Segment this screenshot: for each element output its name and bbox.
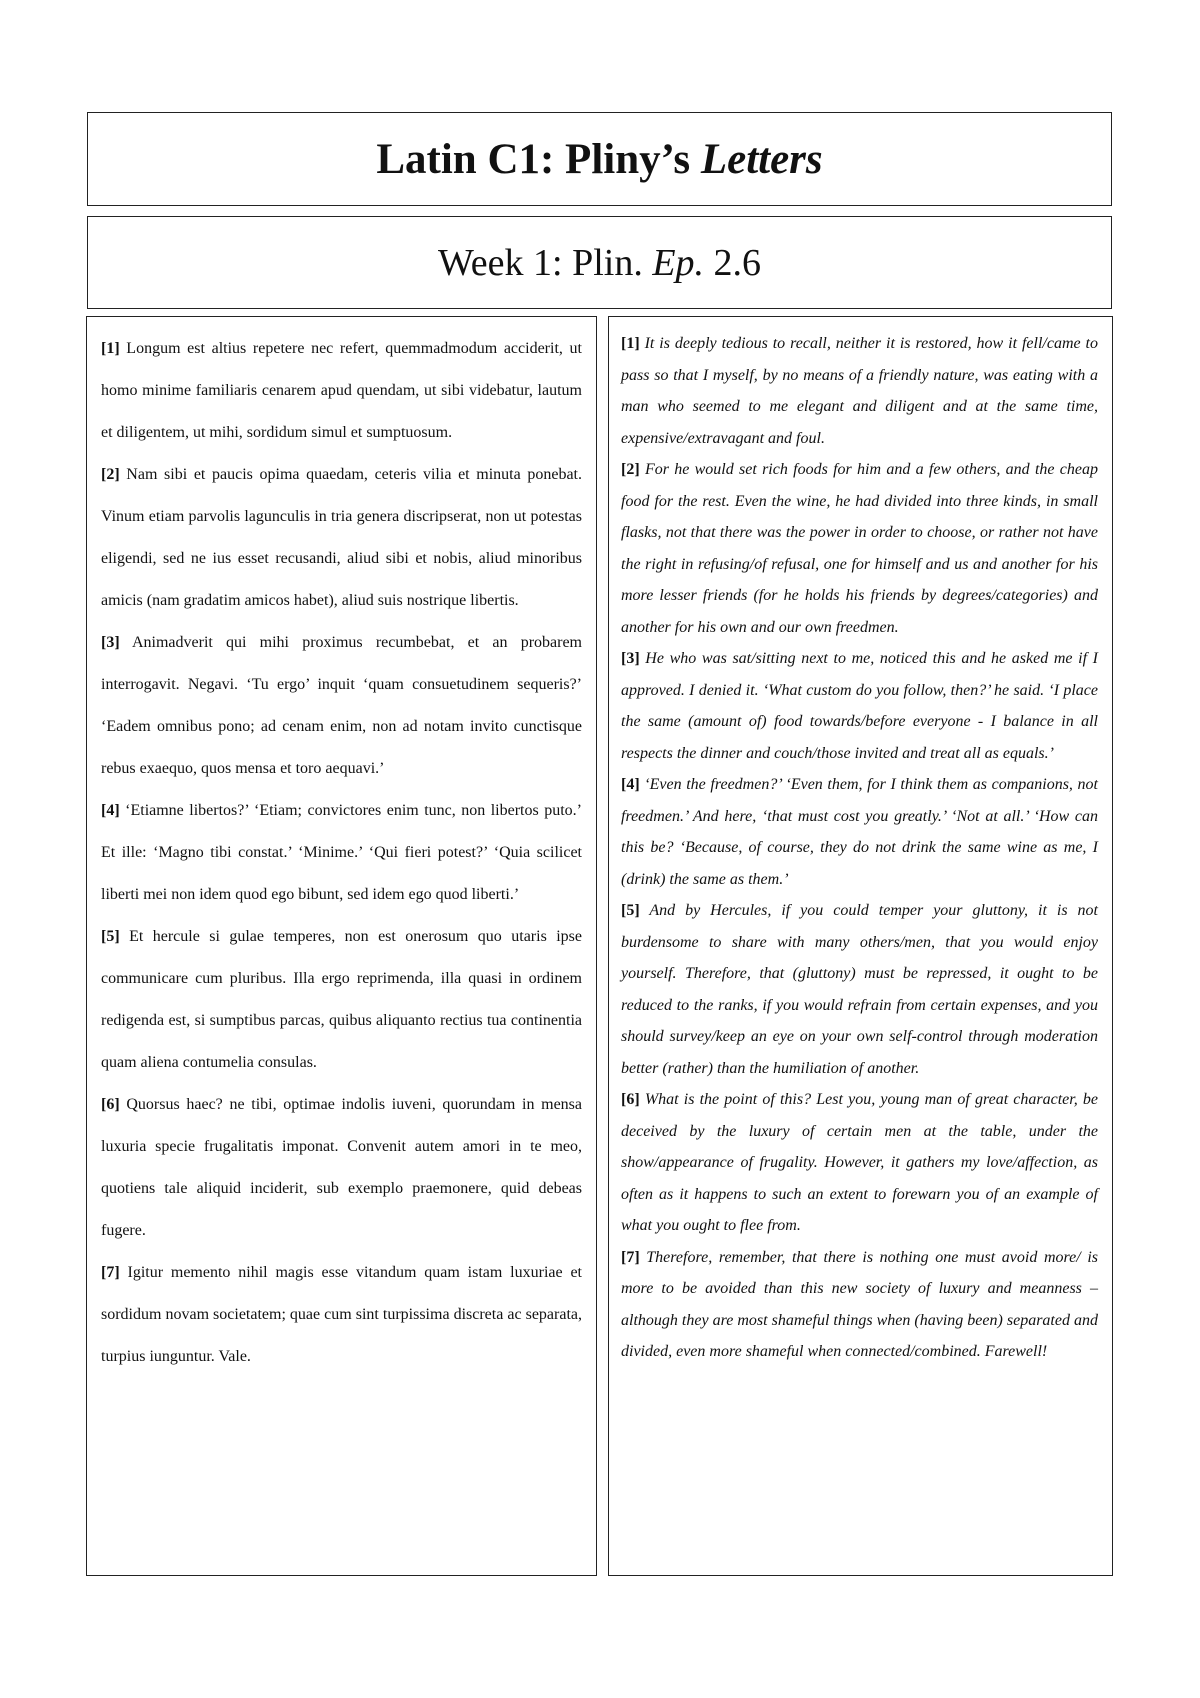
paragraph-number: [2] [101,466,120,483]
latin-text-column [86,316,597,1576]
page-title [376,135,822,184]
paragraph-text: It is deeply tedious to recall, neither it is restored, how it fell/came to pass so that I myself, by no means of a friendly nature, was eating with a man who seemed to me elegant and diligent and at the same time, expensive/extravagant and foul. [621,335,1098,447]
page-subtitle [438,241,761,285]
paragraph-number: [7] [621,1248,640,1266]
subtitle-box [87,216,1112,309]
paragraph-text: Animadverit qui mihi proximus recumbebat, et an probarem interrogavit. Negavi. ‘Tu ergo’ inquit ‘quam consuetudinem sequeris?’ ‘Eadem omnibus pono; ad cenam enim, non ad notam invito cunctisque rebus exaequo, quos mensa et toro aequavi.’ [101,634,582,777]
paragraph-text: Quorsus haec? ne tibi, optimae indolis iuveni, quorundam in mensa luxuria specie frugalitatis imponat. Convenit autem amori in te meo, quotiens tale aliquid inciderit, sub exemplo praemonere, quid debeas fugere. [101,1096,582,1239]
latin-paragraph [101,454,582,622]
latin-paragraph [101,1252,582,1378]
paragraph-number: [3] [621,650,640,667]
paragraph-text: And by Hercules, if you could temper your gluttony, it is not burdensome to share with many others/men, that you would enjoy yourself. Therefore, that (gluttony) must be repressed, it ought to be reduced to the ranks, if you would refrain from certain expenses, and you should survey/keep an eye on your own self-control through moderation better (rather) than the humiliation of another. [621,902,1098,1077]
english-translation-column [608,316,1113,1576]
paragraph-text: He who was sat/sitting next to me, noticed this and he asked me if I approved. I denied it. ‘What custom do you follow, then?’ he said. ‘I place the same (amount of) food towards/before everyone - I balance in all respects the dinner and couch/those invited and treat all as equals.’ [621,650,1098,762]
paragraph-number: [7] [101,1264,120,1281]
subtitle-main: Week 1: Plin. [437,241,653,284]
paragraph-text: Therefore, remember, that there is nothing one must avoid more/ is more to be avoided than this new society of luxury and meanness – although they are most shameful things when (having been) separated and divided, even more shameful when connected/combined. Farewell! [621,1248,1098,1360]
paragraph-number: [1] [101,340,120,357]
paragraph-number: [4] [621,776,640,793]
paragraph-number: [5] [621,902,640,919]
english-paragraph [621,328,1098,454]
paragraph-text: Igitur memento nihil magis esse vitandum quam istam luxuriae et sordidum novam societatem; quae cum sint turpissima discreta ac separata, turpius iunguntur. Vale. [101,1264,582,1365]
paragraph-number: [6] [621,1091,640,1108]
title-main: Latin C1: Pliny’s [376,135,701,183]
latin-paragraph [101,328,582,454]
paragraph-number: [3] [101,634,120,651]
paragraph-text: What is the point of this? Lest you, young man of great character, be deceived by the luxury of certain men at the table, under the show/appearance of frugality. However, it gathers my love/affection, as often as it happens to such an extent to forewarn you of an example of what you ought to flee from. [621,1091,1098,1234]
subtitle-italic: Ep. [652,241,705,284]
paragraph-text: ‘Etiamne libertos?’ ‘Etiam; convictores enim tunc, non libertos puto.’ Et ille: ‘Magno tibi constat.’ ‘Minime.’ ‘Qui fieri potest?’ ‘Quia scilicet liberti mei non idem quod ego bibunt, sed idem ego quod liberti.’ [101,802,582,903]
english-paragraph [621,895,1098,1084]
english-paragraph [621,769,1098,895]
latin-paragraph [101,622,582,790]
latin-paragraph [101,790,582,916]
paragraph-text: ‘Even the freedmen?’ ‘Even them, for I think them as companions, not freedmen.’ And here, ‘that must cost you greatly.’ ‘Not at all.’ ‘How can this be? ‘Because, of course, they do not drink the same wine as me, I (drink) the same as them.’ [621,776,1098,888]
paragraph-text: Nam sibi et paucis opima quaedam, ceteris vilia et minuta ponebat. Vinum etiam parvolis lagunculis in tria genera discripserat, non ut potestas eligendi, sed ne ius esset recusandi, aliud sibi et nobis, aliud minoribus amicis (nam gradatim amicos habet), aliud suis nostrique libertis. [101,466,582,609]
title-box [87,112,1112,206]
paragraph-text: Et hercule si gulae temperes, non est onerosum quo utaris ipse communicare cum pluribus. Illa ergo reprimenda, illa quasi in ordinem redigenda est, si sumptibus parcas, quibus aliquanto rectius tua continentia quam aliena contumelia consulas. [101,928,582,1071]
subtitle-rest: 2.6 [704,241,762,284]
latin-paragraph [101,1084,582,1252]
latin-paragraph [101,916,582,1084]
paragraph-number: [2] [621,461,640,478]
english-paragraph [621,643,1098,769]
paragraph-text: Longum est altius repetere nec refert, quemmadmodum acciderit, ut homo minime familiaris cenarem apud quendam, ut sibi videbatur, lautum et diligentem, ut mihi, sordidum simul et sumptuosum. [101,340,582,441]
title-italic: Letters [700,135,823,183]
paragraph-number: [1] [621,335,640,352]
paragraph-text: For he would set rich foods for him and a few others, and the cheap food for the rest. Even the wine, he had divided into three kinds, in small flasks, not that there was the power in order to choose, or rather not have the right in refusing/of refusal, one for himself and us and another for his more lesser friends (for he holds his friends by degrees/categories) and another for his own and our own freedmen. [621,461,1098,636]
english-paragraph [621,1242,1098,1368]
english-paragraph [621,1084,1098,1242]
paragraph-number: [6] [101,1096,120,1113]
english-paragraph [621,454,1098,643]
paragraph-number: [4] [101,802,120,819]
paragraph-number: [5] [101,928,120,945]
